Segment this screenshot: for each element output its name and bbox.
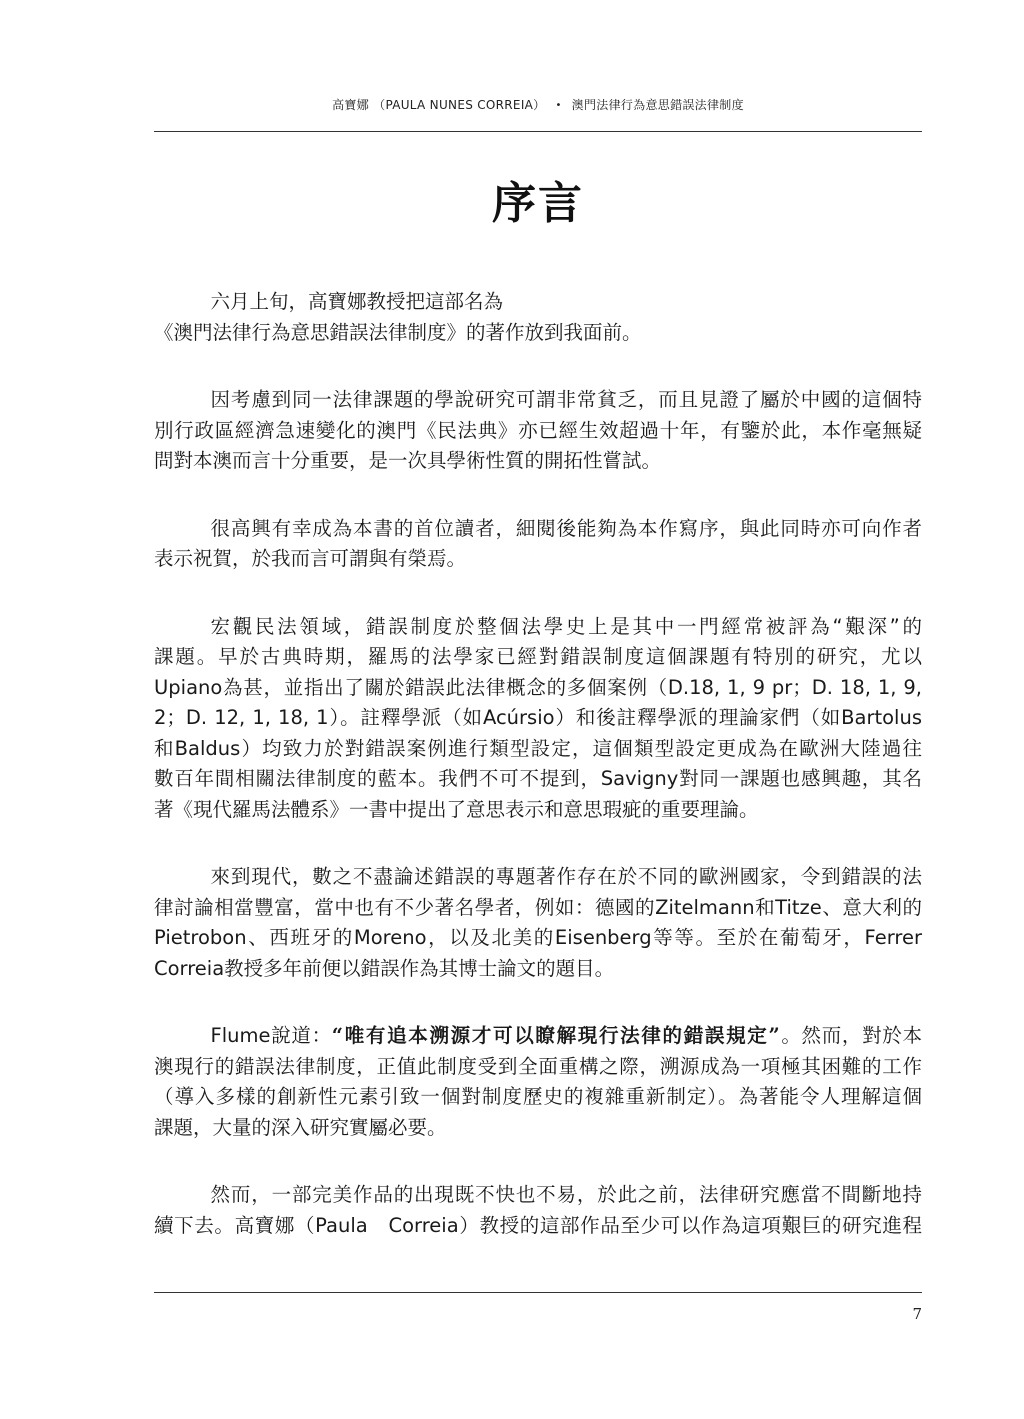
paragraph-line: 課題。早於古典時期，羅馬的法學家已經對錯誤制度這個課題有特別的研究，尤以	[154, 645, 922, 668]
page-body	[154, 287, 922, 1278]
paragraph-line: 表示祝賀，於我而言可謂與有榮焉。	[154, 547, 467, 570]
paragraph-line: 著《現代羅馬法體系》一書中提出了意思表示和意思瑕疵的重要理論。	[154, 797, 759, 821]
header-author: 高寶娜 （PAULA NUNES CORREIA）	[332, 98, 546, 112]
paragraph-line: Pietrobon、西班牙的Moreno，以及北美的Eisenberg等等。至於在葡萄牙，Ferrer	[154, 926, 922, 949]
page-number: 7	[912, 1305, 922, 1323]
paragraph-line: 續下去。高寶娜（Paula Correia）教授的這部作品至少可以作為這項艱巨的研究進程	[154, 1213, 922, 1237]
quote-tail: 。然而，對於本	[780, 1024, 922, 1047]
paragraph-6	[154, 1021, 922, 1143]
header-bullet: •	[555, 100, 562, 111]
paragraph-4	[154, 612, 922, 826]
header-divider	[154, 131, 922, 132]
paragraph-line: 宏觀民法領域，錯誤制度於整個法學史上是其中一門經常被評為“艱深”的	[210, 614, 922, 638]
paragraph-line: 《澳門法律行為意思錯誤法律制度》的著作放到我面前。	[154, 320, 642, 344]
paragraph-line: 數百年間相關法律制度的藍本。我們不可不提到，Savigny對同一課題也感興趣，其名	[154, 767, 922, 790]
paragraph-3	[154, 514, 922, 575]
paragraph-line: 因考慮到同一法律課題的學說研究可謂非常貧乏，而且見證了屬於中國的這個特	[210, 388, 922, 411]
paragraph-first-line	[154, 1021, 922, 1052]
paragraph-2	[154, 385, 922, 477]
paragraph-line: Correia教授多年前便以錯誤作為其博士論文的題目。	[154, 956, 615, 980]
running-header	[154, 96, 922, 113]
footer-divider	[154, 1292, 922, 1293]
paragraph-line: 來到現代，數之不盡論述錯誤的專題著作存在於不同的歐洲國家，令到錯誤的法	[210, 865, 922, 888]
flume-quote: “唯有追本溯源才可以瞭解現行法律的錯誤規定”	[331, 1024, 781, 1047]
paragraph-line: 律討論相當豐富，當中也有不少著名學者，例如：德國的Zitelmann和Titze、意大利的	[154, 895, 922, 919]
paragraph-line: （導入多樣的創新性元素引致一個對制度歷史的複雜重新制定）。為著能令人理解這個	[154, 1085, 922, 1108]
paragraph-line: 六月上旬，高寶娜教授把這部名為	[210, 290, 504, 313]
paragraph-line: 課題，大量的深入研究實屬必要。	[154, 1115, 447, 1139]
paragraph-line: 問對本澳而言十分重要，是一次具學術性質的開拓性嘗試。	[154, 449, 662, 472]
paragraph-line: 2；D. 12, 1, 18, 1）。註釋學派（如Acúrsio）和後註釋學派的理論家們（如Bartolus	[154, 706, 922, 729]
paragraph-line: 然而，一部完美作品的出現既不快也不易，於此之前，法律研究應當不間斷地持	[210, 1183, 922, 1206]
header-book-title: 澳門法律行為意思錯誤法律制度	[571, 98, 744, 112]
page-title: 序言	[492, 178, 584, 229]
paragraph-line: 和Baldus）均致力於對錯誤案例進行類型設定，這個類型設定更成為在歐洲大陸過往	[154, 736, 922, 760]
paragraph-line: 澳現行的錯誤法律制度，正值此制度受到全面重構之際，溯源成為一項極其困難的工作	[154, 1054, 922, 1078]
quote-lead: Flume說道：	[210, 1024, 332, 1047]
paragraph-5	[154, 862, 922, 984]
paragraph-line: 很高興有幸成為本書的首位讀者，細閱後能夠為本作寫序，與此同時亦可向作者	[210, 516, 922, 540]
paragraph-7	[154, 1180, 922, 1241]
paragraph-line: Upiano為甚，並指出了關於錯誤此法律概念的多個案例（D.18, 1, 9 pr；D. 18, 1, 9,	[154, 675, 922, 699]
paragraph-1	[154, 287, 922, 348]
paragraph-line: 別行政區經濟急速變化的澳門《民法典》亦已經生效超過十年，有鑒於此，本作毫無疑	[154, 418, 922, 442]
